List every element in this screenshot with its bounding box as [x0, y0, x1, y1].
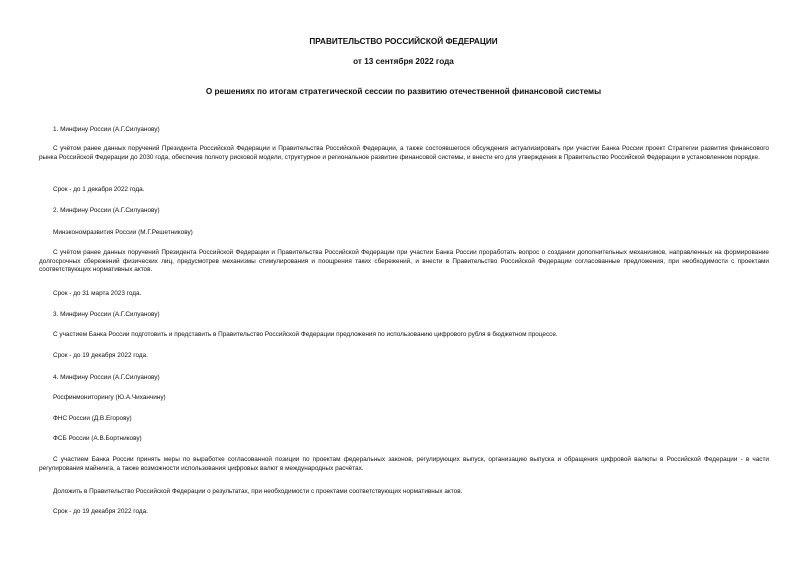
item-4-deadline: Срок - до 19 декабря 2022 года.: [53, 508, 148, 515]
item-4-addressee-4: ФСБ России (А.В.Бортникову): [53, 435, 142, 442]
item-4-addressee: 4. Минфину России (А.Г.Силуанову): [53, 374, 160, 381]
item-2-addressee: 2. Минфину России (А.Г.Силуанову): [53, 207, 160, 214]
document-subject: О решениях по итогам стратегической сессии по развитию отечественной финансовой системы: [205, 87, 602, 96]
item-4-addressee-3: ФНС России (Д.В.Егорову): [53, 415, 132, 422]
item-2-text: С учётом ранее данных поручений Президента Российской Федерации и Правительства Российской Федерации при участии Банка России проработать вопрос о создании дополнительных механизмов, направленных на формирование долгосрочных сбережений физических лиц, предусмотрев механизмы стимулирования и поощрения таких сбережений, и внести в Правительство Российской Федерации согласованные предложения, при необходимости с проектами соответствующих нормативных актов.: [39, 249, 769, 274]
item-2-addressee-2: Минэкономразвития России (М.Г.Решетникову): [53, 229, 193, 236]
item-1-deadline: Срок - до 1 декабря 2022 года.: [53, 186, 145, 193]
item-2-deadline: Срок - до 31 марта 2023 года.: [53, 290, 142, 297]
item-4-addressee-2: Росфинмониторингу (Ю.А.Чиханчину): [53, 394, 166, 401]
document-date: от 13 сентября 2022 года: [353, 57, 454, 66]
document-issuer: ПРАВИТЕЛЬСТВО РОССИЙСКОЙ ФЕДЕРАЦИИ: [309, 37, 498, 46]
item-3-addressee: 3. Минфину России (А.Г.Силуанову): [53, 311, 160, 318]
item-1-text: С учётом ранее данных поручений Президента Российской Федерации и Правительства Российской Федерации, а также состоявшегося обсуждения актуализировать при участии Банка России проект Стратегии развития финансового рынка Российской Федерации до 2030 года, обеспечив полноту рисковой модели, структурное и региональное развитие финансовой системы, и внести его для утверждения в Правительство Российской Федерации в установленном порядке.: [39, 145, 769, 161]
item-3-deadline: Срок - до 19 декабря 2022 года.: [53, 352, 148, 359]
item-4-text: С участием Банка России принять меры по выработке согласованной позиции по проектам федеральных законов, регулирующих выпуск, организацию выпуска и обращения цифровой валюты в Российской Федерации - в части регулирования майнинга, а также возможности использования цифровых валют в международных расчётах.: [39, 456, 769, 472]
item-1-addressee: 1. Минфину России (А.Г.Силуанову): [53, 126, 160, 133]
item-3-text: С участием Банка России подготовить и представить в Правительство Российской Федерации предложения по использованию цифрового рубля в бюджетном процессе.: [53, 331, 558, 338]
item-4-report: Доложить в Правительство Российской Федерации о результатах, при необходимости с проектами соответствующих нормативных актов.: [53, 488, 463, 495]
